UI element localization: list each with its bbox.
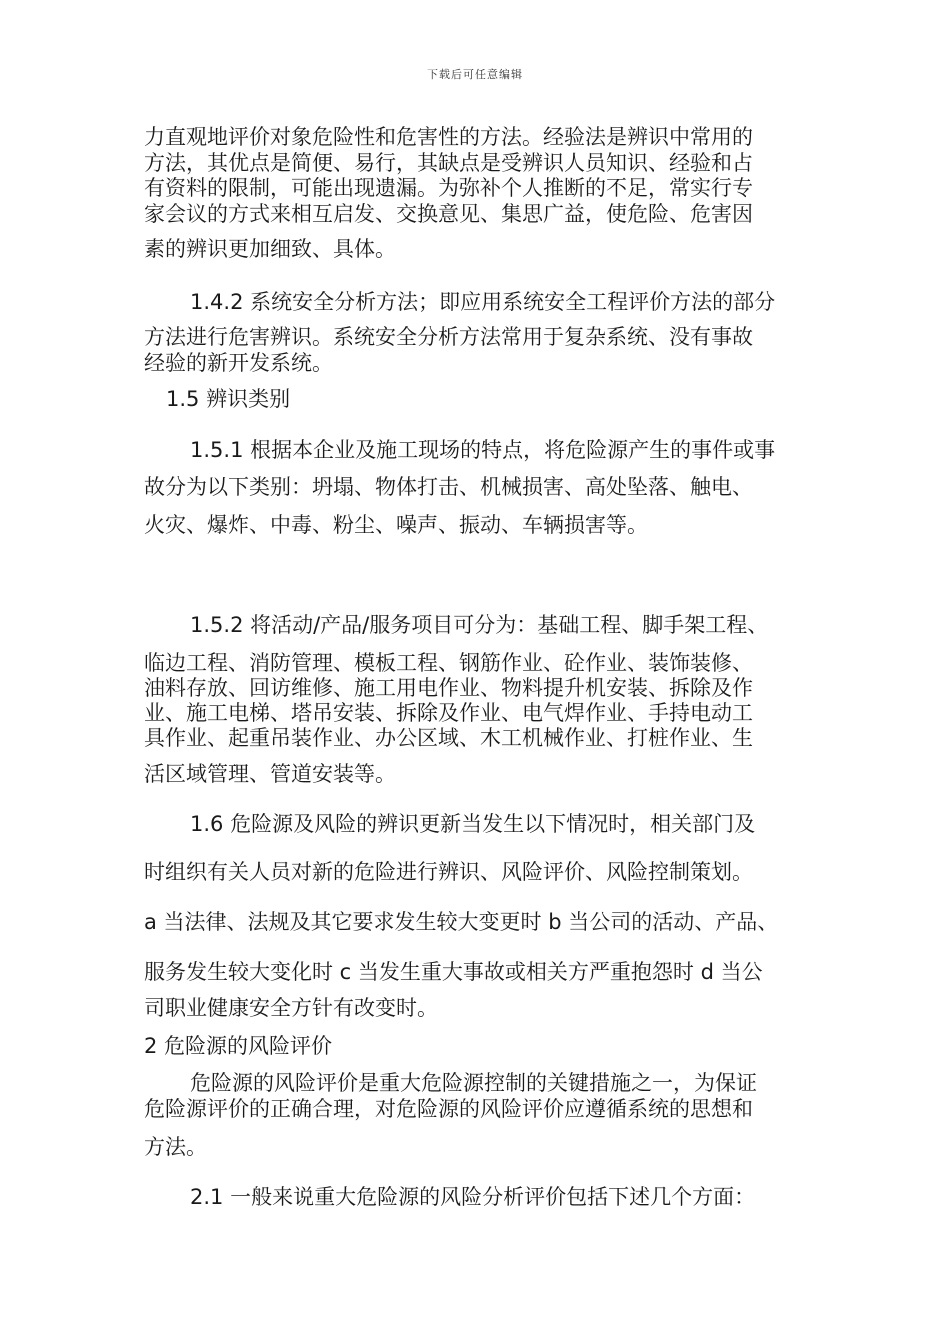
- paragraph-line: 司职业健康安全方针有改变时。: [144, 996, 438, 1020]
- paragraph-line: 活区域管理、管道安装等。: [144, 762, 396, 786]
- paragraph-line: a 当法律、法规及其它要求发生较大变更时 b 当公司的活动、产品、: [144, 910, 779, 934]
- paragraph-line: 方法，其优点是简便、易行，其缺点是受辨识人员知识、经验和占: [144, 151, 753, 175]
- paragraph-line: 危险源评价的正确合理，对危险源的风险评价应遵循系统的思想和: [144, 1097, 753, 1121]
- paragraph-line: 故分为以下类别：坍塌、物体打击、机械损害、高处坠落、触电、: [144, 475, 753, 499]
- paragraph-line: 方法。: [144, 1135, 207, 1159]
- paragraph-line: 临边工程、消防管理、模板工程、钢筋作业、砼作业、装饰装修、: [144, 651, 753, 675]
- paragraph-line: 有资料的限制，可能出现遗漏。为弥补个人推断的不足，常实行专: [144, 176, 753, 200]
- paragraph-line: 经验的新开发系统。: [144, 351, 333, 375]
- paragraph-line: 具作业、起重吊装作业、办公区域、木工机械作业、打桩作业、生: [144, 726, 753, 750]
- paragraph-line: 服务发生较大变化时 c 当发生重大事故或相关方严重抱怨时 d 当公: [144, 960, 763, 984]
- paragraph-line: 油料存放、回访维修、施工用电作业、物料提升机安装、拆除及作: [144, 676, 753, 700]
- page-header: 下载后可任意编辑: [427, 68, 523, 81]
- paragraph-line: 力直观地评价对象危险性和危害性的方法。经验法是辨识中常用的: [144, 125, 753, 149]
- section-heading-2-1: 2.1 一般来说重大危险源的风险分析评价包括下述几个方面：: [190, 1185, 756, 1209]
- section-heading-2: 2 危险源的风险评价: [144, 1034, 333, 1058]
- section-heading-1-4-2: 1.4.2 系统安全分析方法；即应用系统安全工程评价方法的部分: [190, 290, 776, 314]
- section-heading-1-5: 1.5 辨识类别: [166, 387, 291, 411]
- section-heading-1-5-2: 1.5.2 将活动/产品/服务项目可分为：基础工程、脚手架工程、: [190, 613, 769, 637]
- paragraph-line: 业、施工电梯、塔吊安装、拆除及作业、电气焊作业、手持电动工: [144, 701, 753, 725]
- section-heading-1-6: 1.6 危险源及风险的辨识更新当发生以下情况时，相关部门及: [190, 812, 756, 836]
- paragraph-line: 素的辨识更加细致、具体。: [144, 237, 396, 261]
- section-heading-1-5-1: 1.5.1 根据本企业及施工现场的特点，将危险源产生的事件或事: [190, 438, 776, 462]
- paragraph-line: 方法进行危害辨识。系统安全分析方法常用于复杂系统、没有事故: [144, 325, 753, 349]
- paragraph-line: 危险源的风险评价是重大危险源控制的关键措施之一，为保证: [190, 1071, 757, 1095]
- paragraph-line: 家会议的方式来相互启发、交换意见、集思广益，使危险、危害因: [144, 202, 753, 226]
- paragraph-line: 火灾、爆炸、中毒、粉尘、噪声、振动、车辆损害等。: [144, 513, 648, 537]
- paragraph-line: 时组织有关人员对新的危险进行辨识、风险评价、风险控制策划。: [144, 860, 753, 884]
